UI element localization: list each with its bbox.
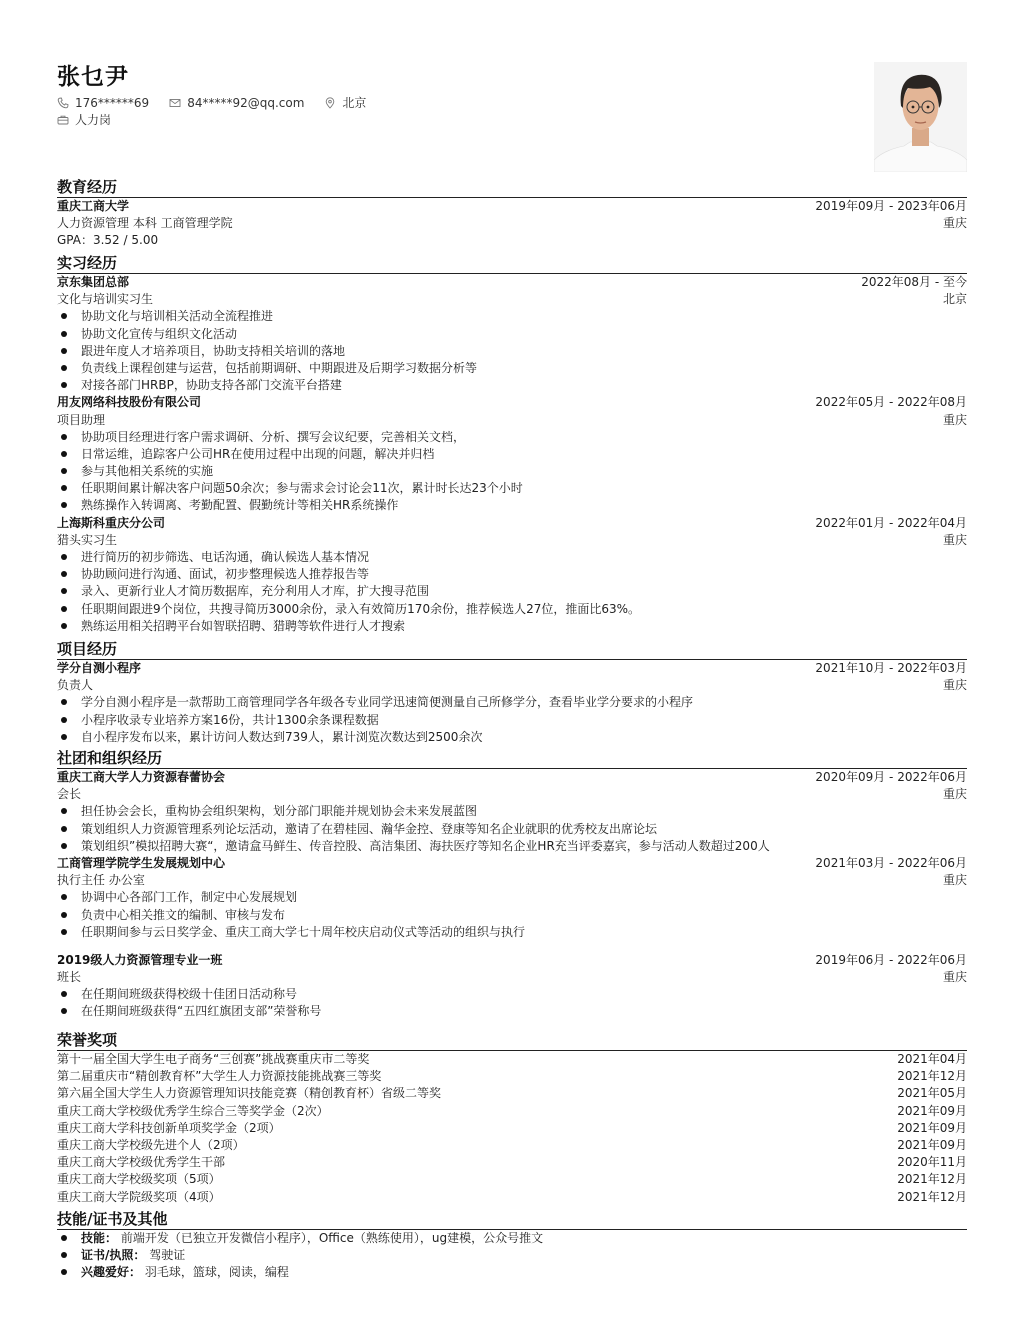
- organization-name: 2019级人力资源管理专业一班: [57, 952, 223, 967]
- section-honors: [57, 1030, 967, 1206]
- club-role: 班长: [57, 970, 82, 985]
- section-title: 教育经历: [57, 177, 967, 198]
- bullet-item: 小程序收录专业培养方案16份，共计1300余条课程数据: [57, 712, 967, 729]
- organization-name: 重庆工商大学人力资源春蕾协会: [57, 770, 226, 784]
- entry-date: 2019年06月 - 2022年06月: [815, 952, 967, 967]
- mail-icon: [169, 97, 181, 109]
- bullet-item: 协助文化宣传与组织文化活动: [57, 326, 967, 343]
- bullet-item: 在任期间班级获得校级十佳团日活动称号: [57, 986, 967, 1003]
- skill-item: [57, 1230, 967, 1247]
- bullet-item: 协助文化与培训相关活动全流程推进: [57, 308, 967, 325]
- company-name: 京东集团总部: [57, 275, 130, 289]
- club-entry: [57, 952, 967, 1021]
- honor-row: [57, 1068, 967, 1085]
- degree-info: 人力资源管理 本科 工商管理学院: [57, 216, 233, 231]
- skill-value: 前端开发（已独立开发微信小程序），Office（熟练使用），ug建模，公众号推文: [120, 1231, 544, 1245]
- contact-location: [324, 94, 366, 111]
- bullet-item: 熟练运用相关招聘平台如智联招聘、猎聘等软件进行人才搜索: [57, 618, 967, 635]
- entry-place: 重庆: [942, 787, 967, 802]
- honor-name: 重庆工商大学校级先进个人（2项）: [57, 1137, 245, 1152]
- section-skills: [57, 1209, 967, 1282]
- entry-date: 2019年09月 - 2023年06月: [815, 199, 967, 213]
- contact-phone: [57, 96, 149, 110]
- honor-row: [57, 1120, 967, 1137]
- bullet-item: 在任期间班级获得“五四红旗团支部”荣誉称号: [57, 1003, 967, 1020]
- section-title: 荣誉奖项: [57, 1030, 967, 1051]
- bullet-item: 录入、更新行业人才简历数据库，充分利用人才库，扩大搜寻范围: [57, 583, 967, 600]
- honor-date: 2021年09月: [897, 1137, 967, 1152]
- section-internship: [57, 253, 967, 635]
- bullet-item: 参与其他相关系统的实施: [57, 463, 967, 480]
- honor-name: 重庆工商大学科技创新单项奖学金（2项）: [57, 1120, 281, 1135]
- company-name: 用友网络科技股份有限公司: [57, 395, 202, 410]
- skill-key: 证书/执照：: [81, 1248, 146, 1263]
- bullet-item: 负责中心相关推文的编制、审核与发布: [57, 907, 967, 924]
- entry-date: 2020年09月 - 2022年06月: [815, 770, 967, 784]
- honor-name: 重庆工商大学校级奖项（5项）: [57, 1172, 221, 1187]
- bullet-item: 熟练操作入转调离、考勤配置、假勤统计等相关HR系统操作: [57, 497, 967, 514]
- section-title: 社团和组织经历: [57, 748, 967, 769]
- entry-date: 2022年01月 - 2022年04月: [815, 515, 967, 530]
- skill-value: 驾驶证: [149, 1248, 186, 1263]
- location-pin-icon: [324, 97, 336, 109]
- club-entry: [57, 855, 967, 941]
- gpa-text: GPA：3.52 / 5.00: [57, 233, 159, 248]
- section-title: 实习经历: [57, 253, 967, 274]
- organization-name: 工商管理学院学生发展规划中心: [57, 855, 226, 870]
- project-role: 负责人: [57, 678, 94, 693]
- club-role: 执行主任 办公室: [57, 873, 145, 888]
- bullet-item: 日常运维，追踪客户公司HR在使用过程中出现的问题，解决并归档: [57, 446, 967, 463]
- honor-name: 第六届全国大学生人力资源管理知识技能竞赛（精创教育杯）省级二等奖: [57, 1086, 442, 1101]
- candidate-name: 张乜尹: [57, 64, 129, 90]
- honor-name: 第二届重庆市“精创教育杯”大学生人力资源技能挑战赛三等奖: [57, 1069, 382, 1084]
- entry-date: 2021年10月 - 2022年03月: [815, 661, 967, 675]
- bullet-item: 任职期间参与云日奖学金、重庆工商大学七十周年校庆启动仪式等活动的组织与执行: [57, 924, 967, 941]
- bullet-item: 学分自测小程序是一款帮助工商管理同学各年级各专业同学迅速简便测量自己所修学分，查看毕业学分要求的小程序: [57, 694, 967, 711]
- project-entry: [57, 660, 967, 746]
- honor-row: [57, 1171, 967, 1188]
- entry-place: 重庆: [942, 678, 967, 693]
- school-name: 重庆工商大学: [57, 199, 130, 213]
- project-name: 学分自测小程序: [57, 661, 142, 675]
- honor-row: [57, 1189, 967, 1206]
- honor-date: 2020年11月: [897, 1155, 967, 1170]
- contact-email: [169, 96, 304, 110]
- bullet-item: 负责线上课程创建与运营，包括前期调研、中期跟进及后期学习数据分析等: [57, 360, 967, 377]
- entry-place: 重庆: [942, 873, 967, 888]
- email-text: 84*****92@qq.com: [187, 95, 305, 110]
- entry-date: 2021年03月 - 2022年06月: [815, 855, 967, 870]
- entry-date: 2022年08月 - 至今: [861, 275, 967, 289]
- club-role: 会长: [57, 787, 82, 802]
- contact-line-2: [57, 111, 131, 128]
- honor-date: 2021年12月: [897, 1189, 967, 1204]
- company-name: 上海斯科重庆分公司: [57, 515, 166, 530]
- skill-key: 兴趣爱好：: [81, 1265, 142, 1280]
- honor-date: 2021年09月: [897, 1103, 967, 1118]
- honor-name: 重庆工商大学校级优秀学生综合三等奖学金（2次）: [57, 1103, 329, 1118]
- honor-date: 2021年04月: [897, 1052, 967, 1066]
- entry-place: 重庆: [942, 970, 967, 985]
- contact-job: [57, 111, 111, 128]
- section-education: [57, 177, 967, 250]
- bullet-item: 协助项目经理进行客户需求调研、分析、撰写会议纪要，完善相关文档，: [57, 429, 967, 446]
- honor-name: 重庆工商大学校级优秀学生干部: [57, 1155, 226, 1170]
- club-entry: [57, 769, 967, 855]
- profile-photo: [874, 62, 967, 172]
- bullet-item: 对接各部门HRBP，协助支持各部门交流平台搭建: [57, 377, 967, 394]
- briefcase-icon: [57, 114, 69, 126]
- honor-date: 2021年12月: [897, 1172, 967, 1187]
- job-role: 文化与培训实习生: [57, 292, 154, 307]
- honor-row: [57, 1137, 967, 1154]
- skill-item: [57, 1264, 967, 1281]
- honor-row: [57, 1154, 967, 1171]
- honor-row: [57, 1103, 967, 1120]
- portrait-image: [874, 62, 967, 172]
- bullet-item: 任职期间累计解决客户问题50余次；参与需求会讨论会11次，累计时长达23个小时: [57, 480, 967, 497]
- bullet-item: 协调中心各部门工作，制定中心发展规划: [57, 889, 967, 906]
- honor-date: 2021年09月: [897, 1120, 967, 1135]
- bullet-item: 策划组织”模拟招聘大赛“，邀请盒马鲜生、传音控股、高洁集团、海扶医疗等知名企业HR充当评委嘉宾，参与活动人数超过200人: [57, 838, 967, 855]
- internship-entry: [57, 515, 967, 635]
- bullet-item: 自小程序发布以来，累计访问人数达到739人，累计浏览次数达到2500余次: [57, 729, 967, 746]
- entry-date: 2022年05月 - 2022年08月: [815, 395, 967, 410]
- section-project: [57, 639, 967, 746]
- bullet-item: 担任协会会长，重构协会组织架构，划分部门职能并规划协会未来发展蓝图: [57, 803, 967, 820]
- bullet-item: 任职期间跟进9个岗位，共搜寻简历3000余份，录入有效简历170余份，推荐候选人27位，推面比63%。: [57, 601, 967, 618]
- entry-place: 重庆: [942, 216, 967, 231]
- job-role: 猎头实习生: [57, 532, 118, 547]
- section-club: [57, 748, 967, 1021]
- honor-name: 重庆工商大学院级奖项（4项）: [57, 1189, 221, 1204]
- bullet-item: 策划组织人力资源管理系列论坛活动，邀请了在碧桂园、瀚华金控、登康等知名企业就职的优秀校友出席论坛: [57, 821, 967, 838]
- honor-date: 2021年05月: [897, 1086, 967, 1101]
- honor-name: 第十一届全国大学生电子商务“三创赛”挑战赛重庆市二等奖: [57, 1052, 370, 1066]
- job-role: 项目助理: [57, 412, 106, 427]
- location-text: 北京: [342, 96, 367, 110]
- bullet-item: 跟进年度人才培养项目，协助支持相关培训的落地: [57, 343, 967, 360]
- honor-date: 2021年12月: [897, 1069, 967, 1084]
- section-title: 技能/证书及其他: [57, 1209, 967, 1230]
- entry-place: 北京: [942, 292, 967, 307]
- phone-icon: [57, 97, 69, 109]
- internship-entry: [57, 394, 967, 514]
- education-entry: [57, 198, 967, 250]
- bullet-item: 协助顾问进行沟通、面试，初步整理候选人推荐报告等: [57, 566, 967, 583]
- bullet-item: 进行简历的初步筛选、电话沟通，确认候选人基本情况: [57, 549, 967, 566]
- phone-text: 176******69: [75, 95, 150, 110]
- skill-item: [57, 1247, 967, 1264]
- internship-entry: [57, 274, 967, 394]
- honor-row: [57, 1085, 967, 1102]
- skill-value: 羽毛球，篮球，阅读，编程: [144, 1265, 289, 1280]
- entry-place: 重庆: [942, 412, 967, 427]
- honor-row: [57, 1051, 967, 1068]
- job-text: 人力岗: [75, 113, 112, 127]
- contact-line-1: [57, 94, 386, 111]
- skill-key: 技能：: [81, 1231, 118, 1245]
- section-title: 项目经历: [57, 639, 967, 660]
- entry-place: 重庆: [942, 532, 967, 547]
